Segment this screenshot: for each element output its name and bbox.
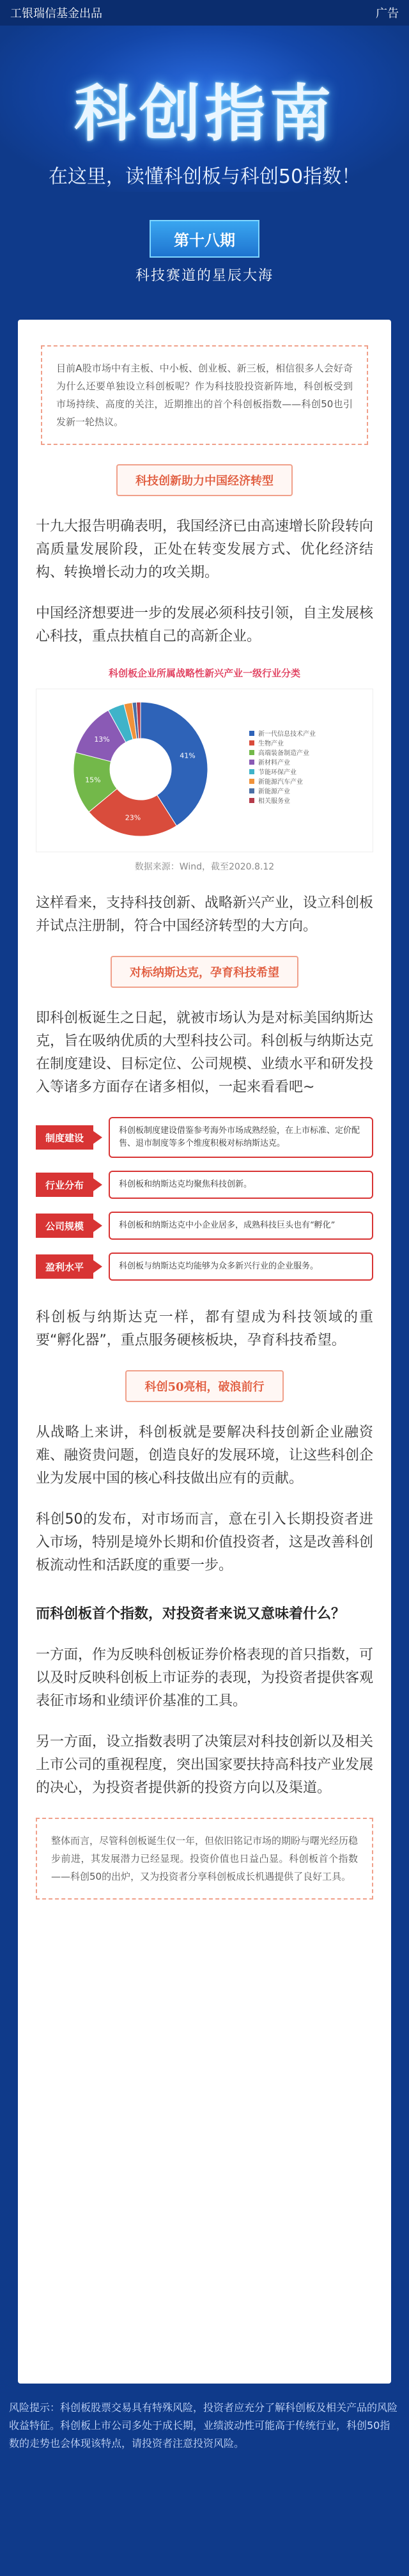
paragraph: 科创50的发布，对市场而言，意在引入长期投资者进入市场，特别是境外长期和价值投资者，这是改善科创板流动性和活跃度的重要一步。 — [36, 1511, 374, 1573]
paragraph: 一方面，作为反映科创板证券价格表现的首只指数，可以及时反映科创板上市证券的表现，为投资者提供客观表征市场和业绩评价基准的工具。 — [36, 1647, 374, 1709]
paragraph: 科创板与纳斯达克一样，都有望成为科技领域的重要“孵化器”，重点服务硬核板块，孕育科技希望。 — [36, 1309, 373, 1348]
chart-title: 科创板企业所属战略性新兴产业一级行业分类 — [108, 667, 300, 679]
legend-swatch — [249, 750, 254, 755]
pie-slice-label: 41% — [180, 751, 196, 760]
risk-disclaimer: 风险提示：科创板股票交易具有特殊风险，投资者应充分了解科创板及相关产品的风险收益特征。科创板上市公司多处于成长期，业绩波动性可能高于传统行业，科创50指数的走势也会体现该特点，请投资者注意投资风险。 — [9, 2401, 398, 2449]
intro-box: 目前A股市场中有主板、中小板、创业板、新三板，相信很多人会好奇为什么还要单独设立科创板呢？作为科技股投资新阵地，科创板受到市场持续、高度的关注，近期推出的首个科创板指数——科创50也引发新一轮热议。 — [41, 345, 368, 445]
ad-label: 广告 — [376, 7, 399, 20]
feature-list — [36, 1117, 373, 1281]
feature-tag: 盈利水平 — [36, 1254, 93, 1279]
question-heading: 而科创板首个指数，对投资者来说又意味着什么？ — [36, 1606, 346, 1622]
legend-label: 节能环保产业 — [258, 769, 297, 776]
paragraph: 十九大报告明确表明，我国经济已由高速增长阶段转向高质量发展阶段，正处在转变发展方式、优化经济结构、转换增长动力的攻关期。 — [36, 519, 374, 581]
feature-item — [36, 1171, 373, 1199]
feature-tag: 制度建设 — [36, 1125, 93, 1150]
section-title-2: 对标纳斯达克，孕育科技希望 — [111, 956, 298, 988]
pie-slice-label: 13% — [94, 735, 110, 744]
feature-tag: 公司规模 — [36, 1214, 93, 1238]
feature-item — [36, 1212, 373, 1240]
feature-desc: 科创板和纳斯达克均聚焦科技创新。 — [109, 1171, 373, 1199]
summary-box: 整体而言，尽管科创板诞生仅一年，但依旧铭记市场的期盼与曙光经历稳步前进，其发展潜力已经显现。投资价值也日益凸显。科创板首个指数——科创50的出炉，又为投资者分享科创板成长机遇提供了良好工具。 — [36, 1818, 373, 1900]
hero-banner — [0, 26, 409, 192]
feature-item — [36, 1117, 373, 1158]
legend-label: 新一代信息技术产业 — [258, 731, 316, 738]
legend-swatch — [249, 769, 254, 774]
hero-title: 科创指南 — [74, 78, 335, 150]
arrow-right-icon — [93, 1219, 102, 1232]
paragraph: 即科创板诞生之日起，就被市场认为是对标美国纳斯达克，旨在吸纳优质的大型科技公司。科创板与纳斯达克在制度建设、目标定位、公司规模、业绩水平和研发投入等诸多方面存在诸多相似，一起来看看吧~ — [36, 1010, 374, 1095]
legend-label: 高端装备制造产业 — [258, 750, 309, 757]
feature-desc: 科创板制度建设借鉴参考海外市场成熟经验，在上市标准、定价配售、退市制度等多个维度积极对标纳斯达克。 — [109, 1117, 373, 1158]
feature-tag: 行业分布 — [36, 1173, 93, 1197]
paragraph: 另一方面，设立指数表明了决策层对科技创新以及相关上市公司的重视程度，突出国家要扶持高科技产业发展的决心，为投资者提供新的投资方向以及渠道。 — [36, 1734, 374, 1796]
pie-slice-label: 15% — [85, 776, 101, 785]
feature-desc: 科创板和纳斯达克中小企业居多，成熟科技巨头也有“孵化” — [109, 1212, 373, 1240]
top-bar — [0, 0, 409, 26]
arrow-right-icon — [93, 1178, 102, 1191]
legend-swatch — [249, 798, 254, 803]
legend-label: 生物产业 — [258, 740, 284, 747]
issue-topic — [0, 265, 409, 285]
paragraph: 这样看来，支持科技创新、战略新兴产业，设立科创板并试点注册制，符合中国经济转型的大方向。 — [36, 895, 374, 934]
legend-label: 新能源汽车产业 — [258, 779, 303, 786]
legend-swatch — [249, 760, 254, 765]
section-title-1: 科技创新助力中国经济转型 — [116, 464, 293, 496]
legend-swatch — [249, 740, 254, 745]
arrow-right-icon — [93, 1131, 102, 1144]
issue-banner — [0, 188, 409, 284]
pie-slice-label: 23% — [125, 813, 141, 822]
issue-topic-text: 科技赛道的星辰大海 — [135, 268, 274, 284]
legend-label: 新材料产业 — [258, 760, 290, 767]
legend-label: 新能源产业 — [258, 788, 290, 795]
publisher-label: 工银瑞信基金出品 — [10, 7, 102, 20]
legend-swatch — [249, 788, 254, 793]
chart-source: 数据来源：Wind，截至2020.8.12 — [134, 862, 275, 872]
issue-number: 第十八期 — [150, 220, 259, 258]
paragraph: 中国经济想要进一步的发展必须科技引领，自主发展核心科技，重点扶植自己的高新企业。 — [36, 605, 374, 644]
legend-label: 相关服务业 — [258, 798, 290, 805]
paragraph: 从战略上来讲，科创板就是要解决科技创新企业融资难、融资贵问题，创造良好的发展环境，让这些科创企业为发展中国的核心科技做出应有的贡献。 — [36, 1425, 374, 1487]
arrow-right-icon — [93, 1260, 102, 1273]
chart-container — [36, 666, 373, 852]
section-title-3: 科创50亮相，破浪前行 — [125, 1370, 283, 1402]
legend-swatch — [249, 779, 254, 784]
content-card — [18, 320, 391, 2384]
chart-frame — [36, 689, 373, 852]
hero-subtitle: 在这里，读懂科创板与科创50指数！ — [48, 166, 361, 188]
legend-swatch — [249, 731, 254, 736]
feature-item — [36, 1253, 373, 1281]
feature-desc: 科创板与纳斯达克均能够为众多新兴行业的企业服务。 — [109, 1253, 373, 1281]
pie-chart — [38, 696, 371, 843]
